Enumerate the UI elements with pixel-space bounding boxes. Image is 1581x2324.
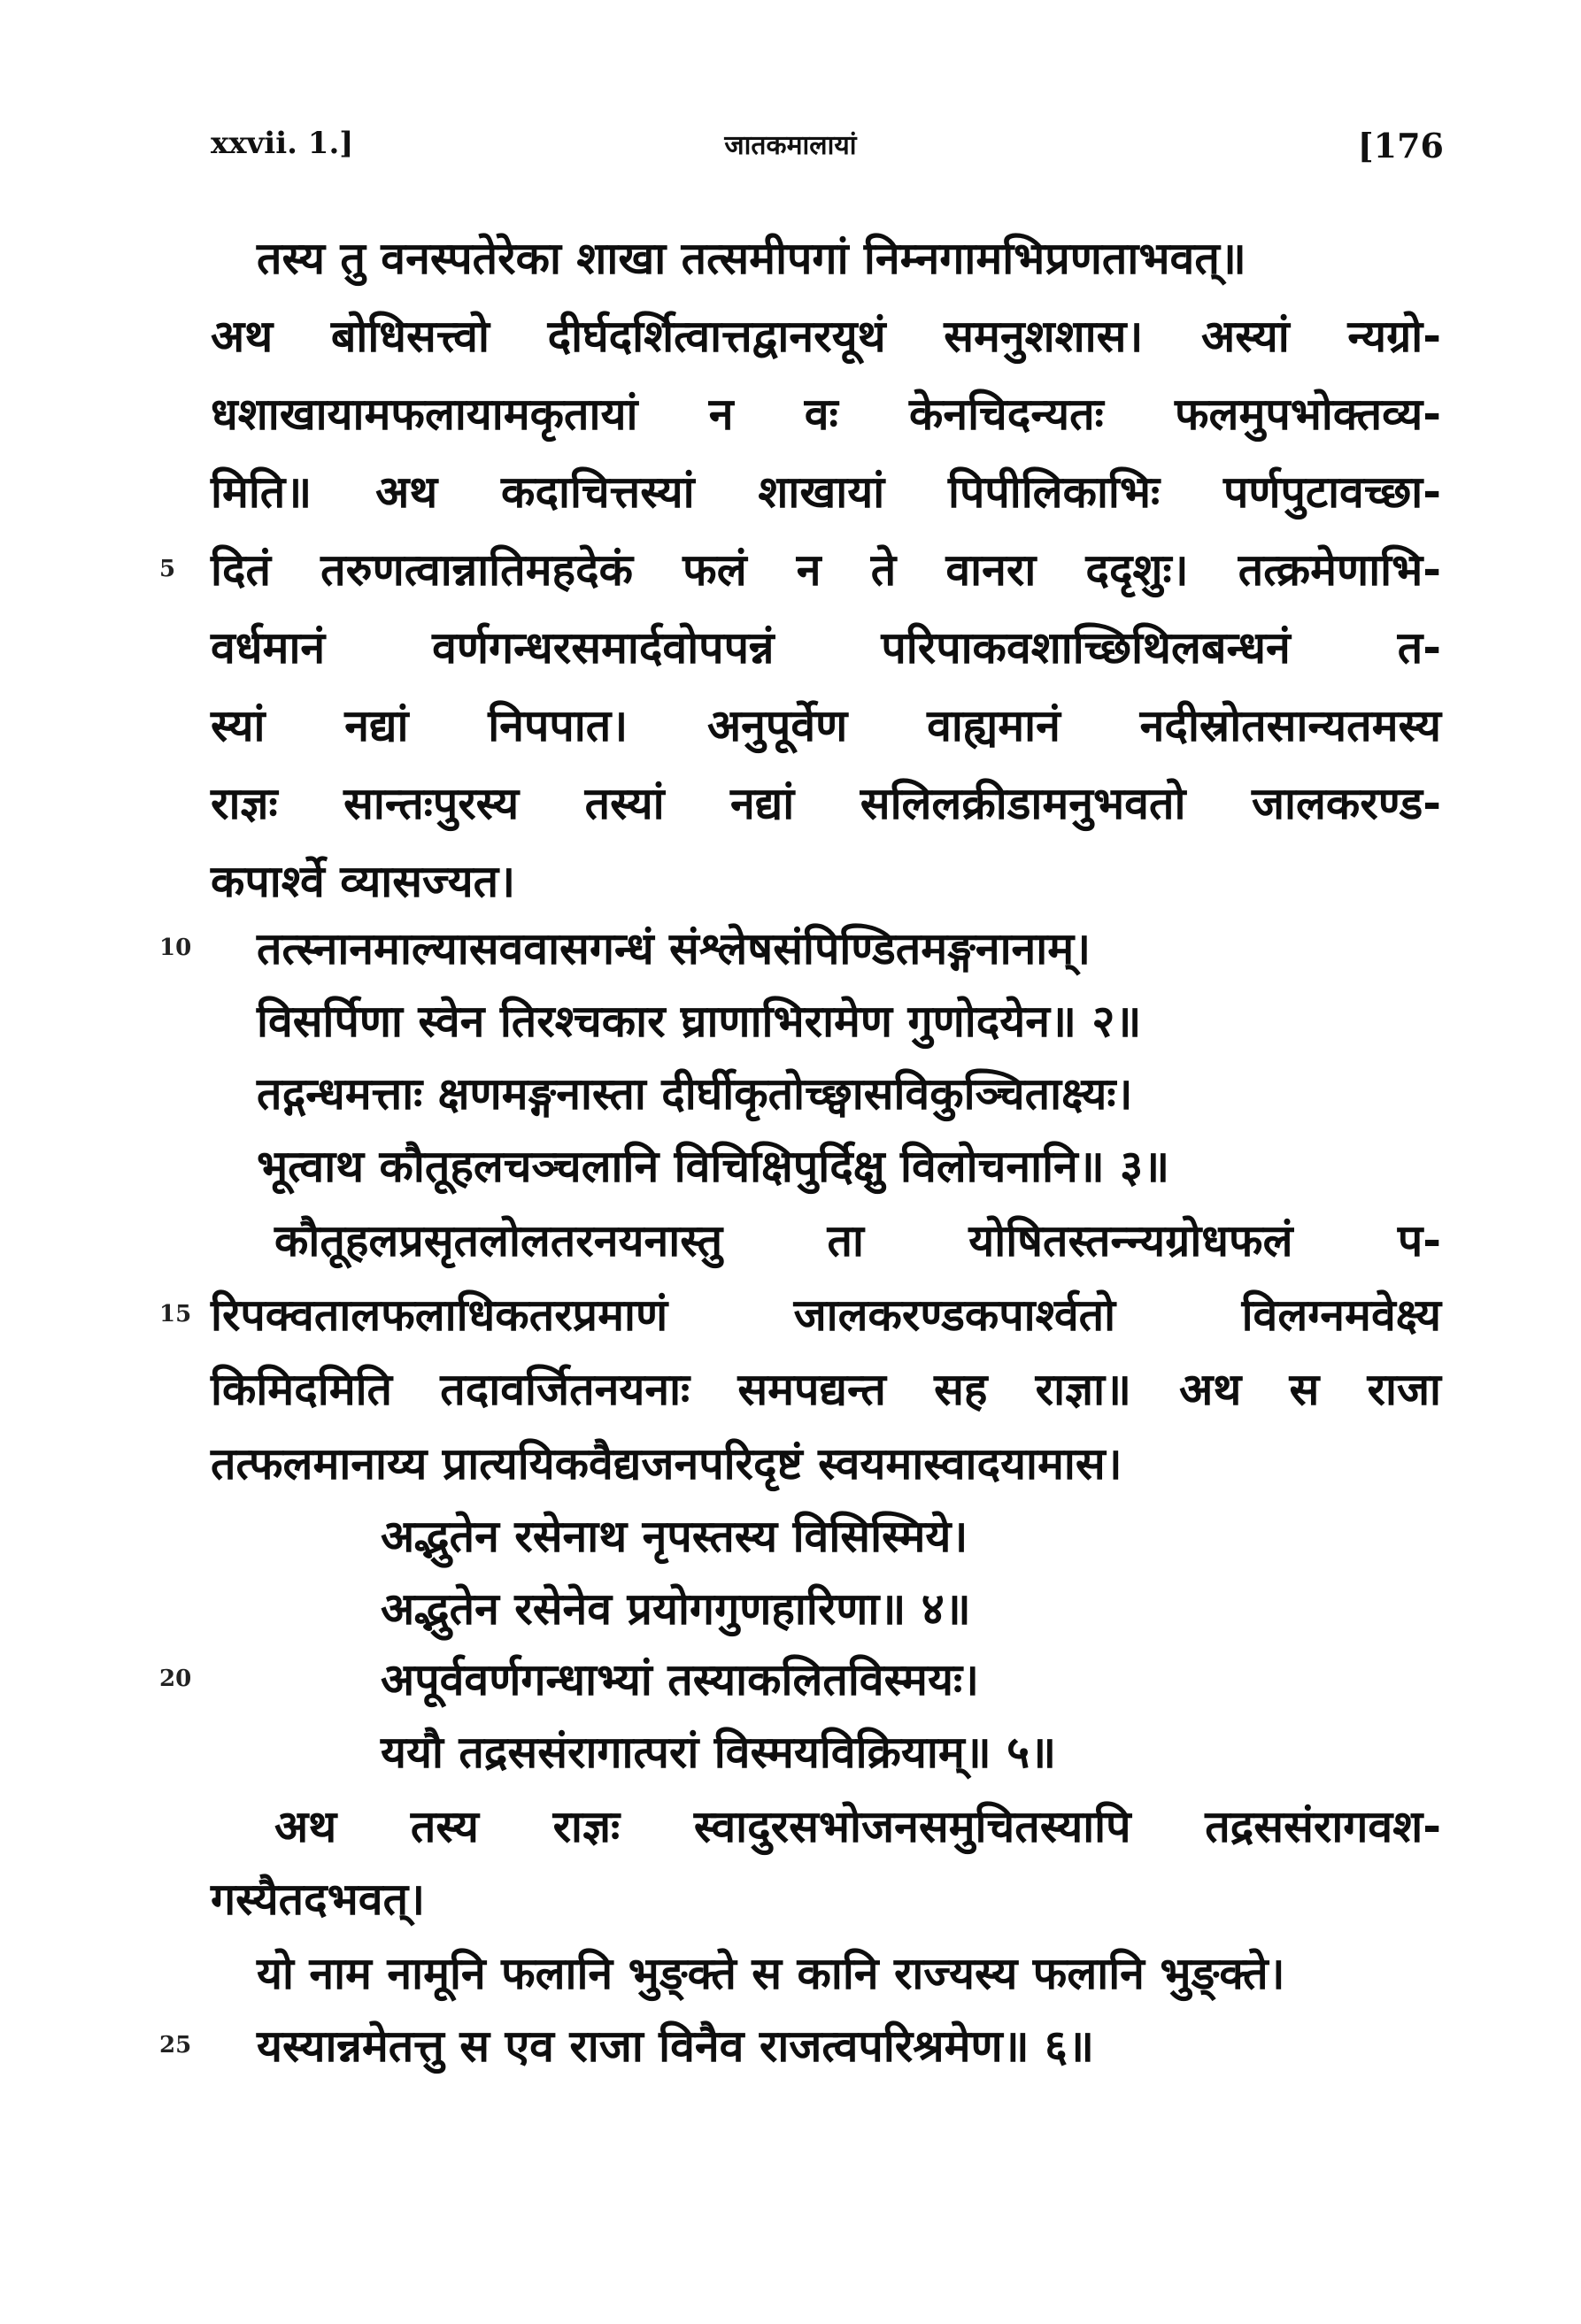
line-number: 15 [159,1301,192,1327]
verse-line: अपूर्ववर्णगन्धाभ्यां तस्याकलितविस्मयः। [381,1654,980,1705]
text-line: अथ बोधिसत्त्वो दीर्घदर्शित्वात्तद्वानरयूथं समनुशशास। अस्यां न्यग्रो- [211,311,1441,362]
verse-line: ययौ तद्रससंरागात्परां विस्मयविक्रियाम्॥ ५॥ [381,1727,1057,1778]
running-head-section: xxvii. 1.] [211,126,354,161]
text-line: तस्य तु वनस्पतेरेका शाखा तत्समीपगां निम्नगामभिप्रणताभवत्॥ [257,233,1246,284]
text-line: रिपक्वतालफलाधिकतरप्रमाणं जालकरण्डकपार्श्वतो विलग्नमवेक्ष्य [211,1289,1441,1341]
text-line: तत्फलमानाय्य प्रात्ययिकवैद्यजनपरिदृष्टं स्वयमास्वादयामास। [211,1438,1122,1489]
text-line: स्यां नद्यां निपपात। अनुपूर्वेण वाह्यमानं नदीस्रोतसान्यतमस्य [211,700,1441,751]
text-line: राज्ञः सान्तःपुरस्य तस्यां नद्यां सलिलक्रीडामनुभवतो जालकरण्ड- [211,778,1441,829]
line-number: 5 [159,556,176,582]
verse-line: यो नाम नामूनि फलानि भुङ्क्ते स कानि राज्यस्य फलानि भुङ्क्ते। [257,1948,1285,1999]
text-line: मिति॥ अथ कदाचित्तस्यां शाखायां पिपीलिकाभिः पर्णपुटावच्छा- [211,466,1441,518]
text-line: कौतूहलप्रसृतलोलतरनयनास्तु ता योषितस्तन्न्यग्रोधफलं प- [274,1215,1441,1266]
running-head-title: जातकमालायां [724,130,857,161]
text-line: दितं तरुणत्वान्नातिमहदेकं फलं न ते वानरा ददृशुः। तत्क्रमेणाभि- [211,544,1441,596]
verse-line: तत्स्नानमाल्यासववासगन्धं संश्लेषसंपिण्डितमङ्गनानाम्। [257,923,1091,974]
verse-line: अद्भुतेन रसेनाथ नृपस्तस्य विसिस्मिये। [381,1511,968,1562]
verse-line: यस्यान्नमेतत्तु स एव राजा विनैव राजत्वपरिश्रमेण॥ ६॥ [257,2020,1094,2072]
text-line: वर्धमानं वर्णगन्धरसमार्दवोपपन्नं परिपाकवशाच्छिथिलबन्धनं त- [211,622,1441,673]
verse-line: तद्गन्धमत्ताः क्षणमङ्गनास्ता दीर्घीकृतोच्छ्वासविकुञ्चिताक्ष्यः। [257,1068,1133,1120]
line-number: 10 [159,935,192,961]
text-line: अथ तस्य राज्ञः स्वादुरसभोजनसमुचितस्यापि तद्रससंरागवश- [274,1801,1441,1852]
line-number: 25 [159,2032,192,2059]
verse-line: भूत्वाथ कौतूहलचञ्चलानि विचिक्षिपुर्दिक्षु विलोचनानि॥ ३॥ [257,1141,1170,1192]
line-number: 20 [159,1666,192,1692]
text-line: कपार्श्वे व्यासज्यत। [211,856,516,907]
verse-line: अद्भुतेन रसेनेव प्रयोगगुणहारिणा॥ ४॥ [381,1583,971,1635]
text-line: धशाखायामफलायामकृतायां न वः केनचिदन्यतः फलमुपभोक्तव्य- [211,389,1441,440]
text-line: गस्यैतदभवत्। [211,1874,426,1925]
page-number: [176 [1357,126,1444,165]
text-line: किमिदमिति तदावर्जितनयनाः समपद्यन्त सह राज्ञा॥ अथ स राजा [211,1364,1441,1415]
verse-line: विसर्पिणा स्वेन तिरश्चकार घ्राणाभिरामेण गुणोदयेन॥ २॥ [257,996,1142,1047]
